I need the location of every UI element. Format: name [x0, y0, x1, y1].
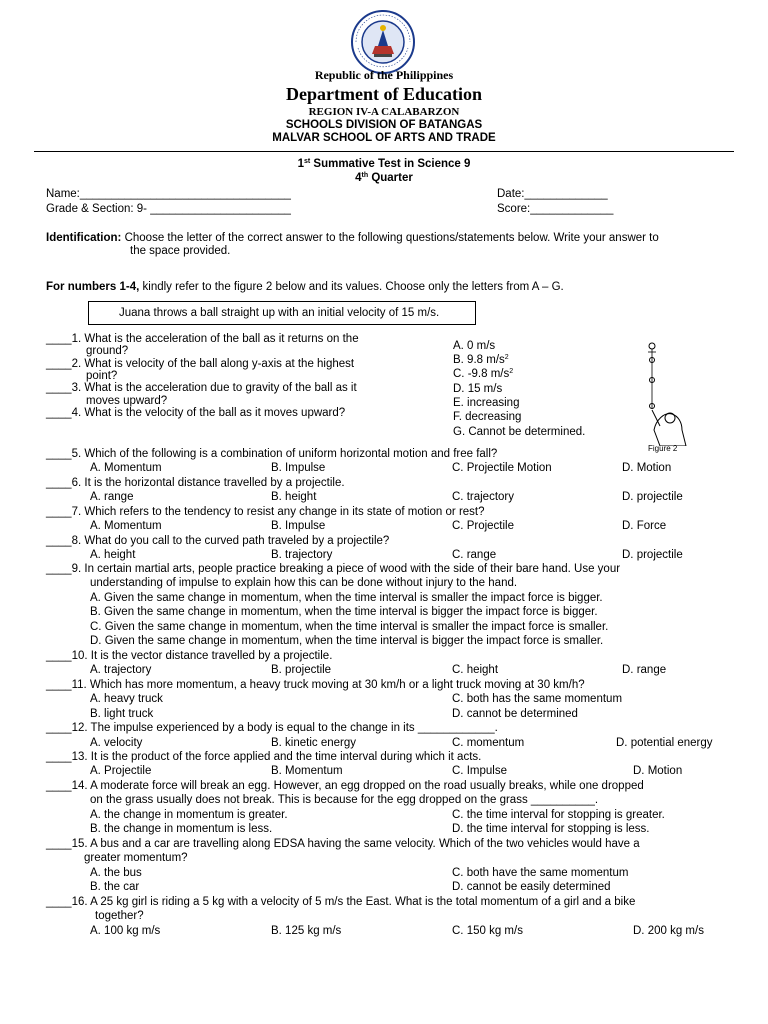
q14-choice-d: D. the time interval for stopping is less.	[452, 823, 650, 835]
q14-choice-a: A. the change in momentum is greater.	[90, 809, 288, 821]
identification-instruction-cont: the space provided.	[130, 245, 231, 257]
question-12: ____12. The impulse experienced by a body is equal to the change in its ____________.	[46, 722, 498, 734]
q11-choice-a: A. heavy truck	[90, 693, 163, 705]
question-4: ____4. What is the velocity of the ball as it moves upward?	[46, 407, 346, 419]
question-1: ____1. What is the acceleration of the ball as it returns on the	[46, 333, 359, 345]
identification-instruction: Identification: Choose the letter of the correct answer to the following questions/statements below. Write your answer to	[46, 232, 659, 244]
choice-g: G. Cannot be determined.	[453, 426, 586, 438]
q15-choice-b: B. the car	[90, 881, 140, 893]
q11-choice-c: C. both has the same momentum	[452, 693, 623, 705]
question-16-cont: together?	[95, 910, 144, 922]
choice-d: D. 15 m/s	[453, 383, 503, 395]
figure-2-caption: Figure 2	[648, 444, 678, 453]
question-3-cont: moves upward?	[86, 395, 168, 407]
q12-choice-d: D. potential energy	[616, 737, 713, 749]
q8-choice-a: A. height	[90, 549, 136, 561]
q9-choice-b: B. Given the same change in momentum, when the time interval is bigger the impact force is bigger.	[90, 606, 598, 618]
choice-e: E. increasing	[453, 397, 520, 409]
q16-choice-c: C. 150 kg m/s	[452, 925, 523, 937]
q7-choice-c: C. Projectile	[452, 520, 514, 532]
division-line: SCHOOLS DIVISION OF BATANGAS	[285, 119, 483, 131]
date-field[interactable]: Date:_____________	[497, 188, 608, 200]
question-10: ____10. It is the vector distance travelled by a projectile.	[46, 650, 333, 662]
q10-choice-c: C. height	[452, 664, 499, 676]
choice-c: C. -9.8 $m/s^2$	[453, 368, 514, 380]
q12-choice-a: A. velocity	[90, 737, 143, 749]
choice-b: B. 9.8 $m/s^2$	[453, 354, 509, 366]
q10-choice-d: D. range	[622, 664, 667, 676]
question-14: ____14. A moderate force will break an egg. However, an egg dropped on the road usually breaks, while one dropped	[46, 780, 644, 792]
school-line: MALVAR SCHOOL OF ARTS AND TRADE	[272, 132, 496, 144]
question-7: ____7. Which refers to the tendency to resist any change in its state of motion or rest?	[46, 506, 485, 518]
q6-choice-a: A. range	[90, 491, 134, 503]
q14-choice-c: C. the time interval for stopping is greater.	[452, 809, 665, 821]
grade-section-field[interactable]: Grade & Section: 9- ______________________	[46, 203, 291, 215]
q5-choice-c: C. Projectile Motion	[452, 462, 552, 474]
q6-choice-c: C. trajectory	[452, 491, 514, 503]
question-13: ____13. It is the product of the force applied and the time interval during which it acts.	[46, 751, 482, 763]
question-6: ____6. It is the horizontal distance travelled by a projectile.	[46, 477, 345, 489]
q5-choice-a: A. Momentum	[90, 462, 162, 474]
q15-choice-a: A. the bus	[90, 867, 142, 879]
q6-choice-d: D. projectile	[622, 491, 683, 503]
question-9: ____9. In certain martial arts, people practice breaking a piece of wood with the side of their bare hand. Use your	[46, 563, 621, 575]
q15-choice-d: D. cannot be easily determined	[452, 881, 611, 893]
deped-seal	[346, 10, 420, 74]
q7-choice-b: B. Impulse	[271, 520, 326, 532]
q9-choice-a: A. Given the same change in momentum, when the time interval is smaller the impact force is bigger.	[90, 592, 603, 604]
scenario-text: Juana throws a ball straight up with an initial velocity of 15 m/s.	[119, 307, 440, 319]
q5-choice-d: D. Motion	[622, 462, 672, 474]
question-1-cont: ground?	[86, 345, 129, 357]
question-11: ____11. Which has more momentum, a heavy truck moving at 30 km/h or a light truck moving at 30 km/h?	[46, 679, 585, 691]
q7-choice-a: A. Momentum	[90, 520, 162, 532]
region-line: REGION IV-A CALABARZON	[308, 106, 460, 118]
question-5: ____5. Which of the following is a combination of uniform horizontal motion and free fall?	[46, 448, 498, 460]
q12-choice-b: B. kinetic energy	[271, 737, 357, 749]
q10-choice-b: B. projectile	[271, 664, 332, 676]
q13-choice-b: B. Momentum	[271, 765, 343, 777]
numbers-1-4-instruction: For numbers 1-4, kindly refer to the figure 2 below and its values. Choose only the letters from A – G.	[46, 281, 564, 293]
choice-f: F. decreasing	[453, 411, 522, 423]
test-title: 1st Summative Test in Science 9	[297, 158, 471, 170]
q14-choice-b: B. the change in momentum is less.	[90, 823, 273, 835]
department-title: Department of Education	[286, 84, 482, 104]
q8-choice-c: C. range	[452, 549, 497, 561]
republic-line: Republic of the Philippines	[314, 68, 454, 82]
question-3: ____3. What is the acceleration due to gravity of the ball as it	[46, 382, 357, 394]
quarter-title: 4th Quarter	[355, 172, 413, 184]
choice-a: A. 0 m/s	[453, 340, 496, 352]
q5-choice-b: B. Impulse	[271, 462, 326, 474]
scenario-box	[88, 301, 476, 325]
q15-choice-c: C. both have the same momentum	[452, 867, 629, 879]
q13-choice-a: A. Projectile	[90, 765, 152, 777]
figure-2-ball-throw	[636, 340, 696, 446]
header-divider	[34, 151, 734, 152]
q12-choice-c: C. momentum	[452, 737, 525, 749]
q16-choice-a: A. 100 kg m/s	[90, 925, 161, 937]
q9-choice-d: D. Given the same change in momentum, when the time interval is bigger the impact force is smaller.	[90, 635, 604, 647]
q13-choice-c: C. Impulse	[452, 765, 507, 777]
q16-choice-d: D. 200 kg m/s	[633, 925, 704, 937]
question-2-cont: point?	[86, 370, 118, 382]
score-field[interactable]: Score:_____________	[497, 203, 614, 215]
q16-choice-b: B. 125 kg m/s	[271, 925, 342, 937]
q8-choice-d: D. projectile	[622, 549, 683, 561]
question-9-cont: understanding of impulse to explain how this can be done without injury to the hand.	[90, 577, 518, 589]
q7-choice-d: D. Force	[622, 520, 667, 532]
q9-choice-c: C. Given the same change in momentum, when the time interval is smaller the impact force is smaller.	[90, 621, 609, 633]
question-15: ____15. A bus and a car are travelling along EDSA having the same velocity. Which of the two vehicles would have a	[46, 838, 640, 850]
question-14-cont: on the grass usually does not break. This is because for the egg dropped on the grass __________.	[90, 794, 599, 806]
q13-choice-d: D. Motion	[633, 765, 683, 777]
q11-choice-d: D. cannot be determined	[452, 708, 578, 720]
question-15-cont: greater momentum?	[84, 852, 188, 864]
q11-choice-b: B. light truck	[90, 708, 154, 720]
q10-choice-a: A. trajectory	[90, 664, 152, 676]
question-16: ____16. A 25 kg girl is riding a 5 kg with a velocity of 5 m/s the East. What is the total momentum of a girl and a bike	[46, 896, 636, 908]
q6-choice-b: B. height	[271, 491, 317, 503]
q8-choice-b: B. trajectory	[271, 549, 333, 561]
question-2: ____2. What is velocity of the ball along y-axis at the highest	[46, 358, 355, 370]
name-field[interactable]: Name:_________________________________	[46, 188, 291, 200]
question-8: ____8. What do you call to the curved path traveled by a projectile?	[46, 535, 390, 547]
